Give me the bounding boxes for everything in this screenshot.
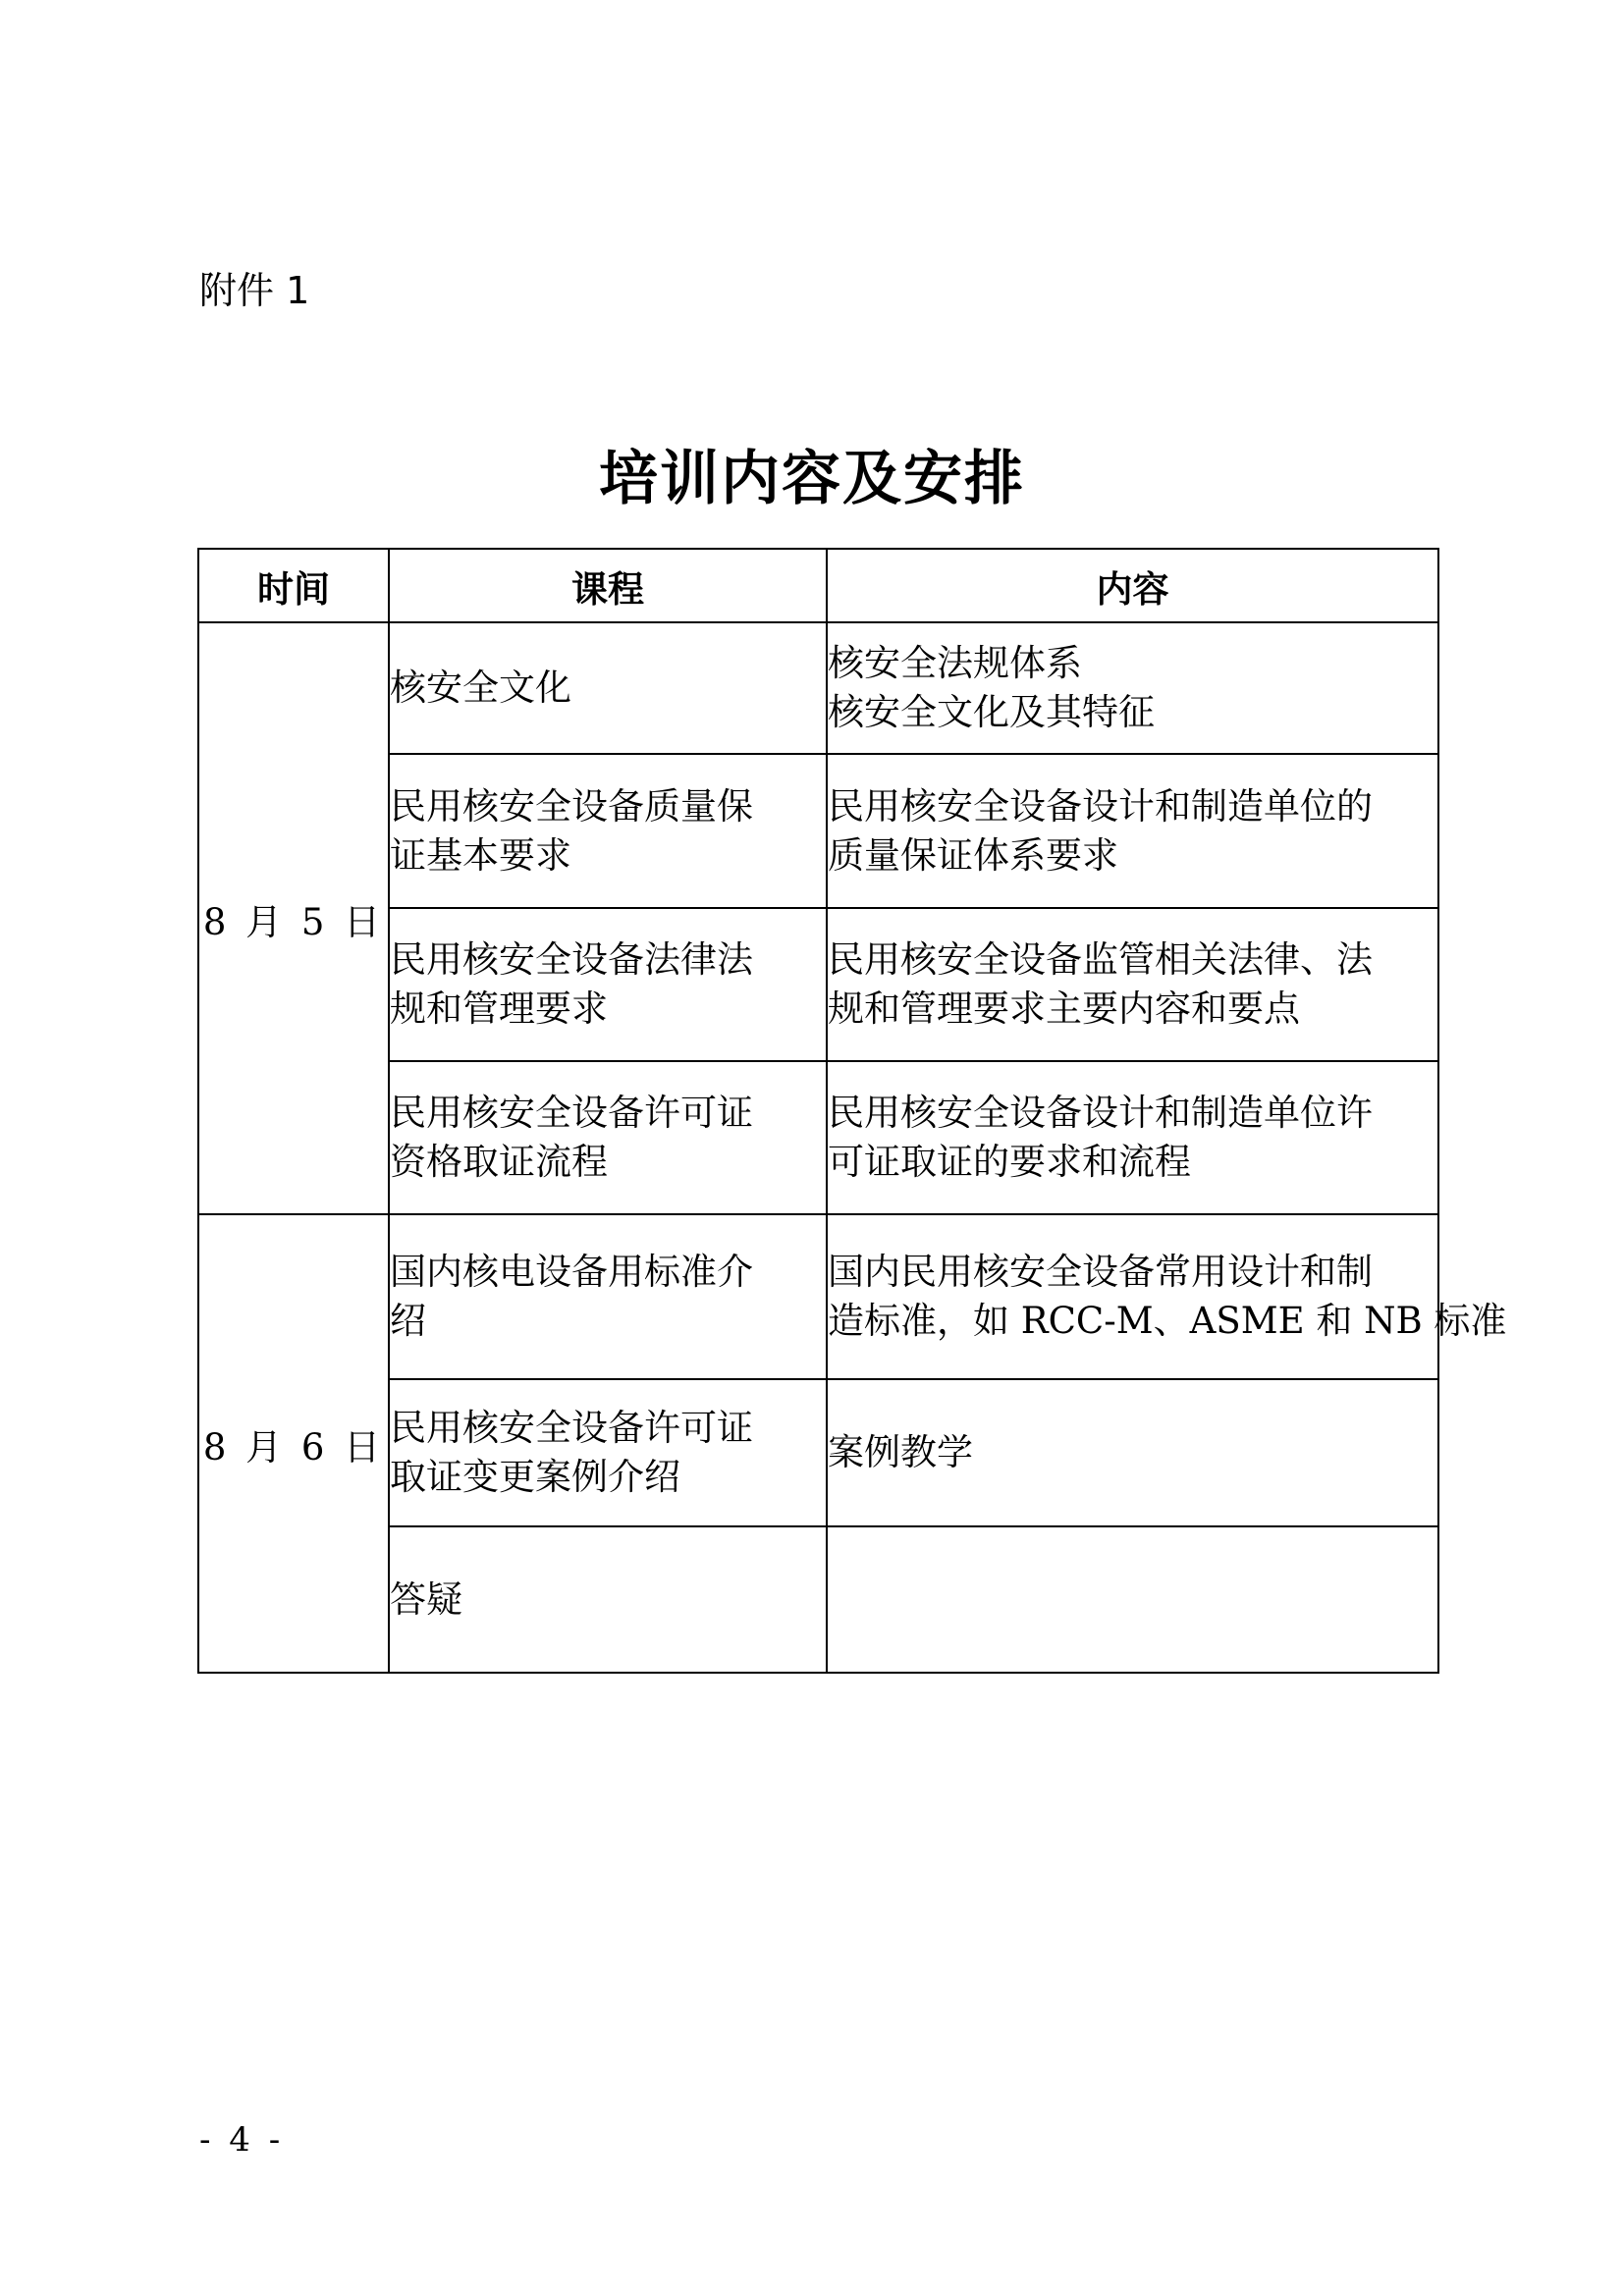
content-line: 民用核安全设备设计和制造单位许 — [828, 1092, 1373, 1134]
content-cell — [827, 1379, 1438, 1526]
content-line: 民用核安全设备设计和制造单位的 — [828, 784, 1373, 828]
content-line: 造标准，如 RCC-M、ASME 和 NB 标准 — [828, 1300, 1507, 1342]
content-line: 核安全文化及其特征 — [828, 691, 1155, 733]
course-line: 民用核安全设备法律法 — [390, 938, 753, 981]
course-cell — [389, 1379, 827, 1526]
course-line: 民用核安全设备许可证 — [390, 1407, 753, 1449]
content-line: 民用核安全设备监管相关法律、法 — [828, 938, 1373, 981]
course-cell — [389, 622, 827, 754]
course-cell — [389, 908, 827, 1061]
content-cell — [827, 1526, 1438, 1673]
header-course: 课程 — [389, 549, 827, 622]
page-number: - 4 - — [199, 2120, 285, 2160]
content-line: 可证取证的要求和流程 — [828, 1141, 1191, 1183]
course-line: 绍 — [390, 1300, 426, 1342]
course-line: 资格取证流程 — [390, 1141, 608, 1183]
course-line: 国内核电设备用标准介 — [390, 1251, 753, 1293]
content-cell — [827, 908, 1438, 1061]
content-cell — [827, 1061, 1438, 1214]
course-line: 取证变更案例介绍 — [390, 1456, 680, 1498]
course-line: 答疑 — [390, 1577, 462, 1621]
course-line: 民用核安全设备质量保 — [390, 784, 753, 828]
content-cell — [827, 1214, 1507, 1379]
content-line: 质量保证体系要求 — [828, 833, 1118, 877]
date-cell: 8 月 5 日 — [198, 622, 389, 1214]
content-line: 核安全法规体系 — [828, 642, 1082, 684]
table-row — [198, 622, 1438, 754]
content-line: 国内民用核安全设备常用设计和制 — [828, 1251, 1373, 1293]
training-schedule-table — [197, 548, 1507, 1674]
content-cell — [827, 622, 1438, 754]
table-header-row — [198, 549, 1438, 622]
course-cell — [389, 1526, 827, 1673]
page-title: 培训内容及安排 — [599, 445, 1025, 513]
date-cell: 8 月 6 日 — [198, 1214, 389, 1673]
course-line: 证基本要求 — [390, 833, 571, 877]
content-cell — [827, 754, 1438, 908]
course-cell — [389, 1214, 827, 1379]
header-content: 内容 — [827, 549, 1438, 622]
course-line: 核安全文化 — [390, 667, 571, 709]
content-line: 规和管理要求主要内容和要点 — [828, 988, 1300, 1030]
course-cell — [389, 1061, 827, 1214]
header-time: 时间 — [198, 549, 389, 622]
content-line: 案例教学 — [828, 1431, 973, 1473]
table-row — [198, 1214, 1438, 1379]
attachment-label: 附件 1 — [199, 269, 310, 312]
course-cell — [389, 754, 827, 908]
course-line: 规和管理要求 — [390, 988, 608, 1030]
course-line: 民用核安全设备许可证 — [390, 1092, 753, 1134]
